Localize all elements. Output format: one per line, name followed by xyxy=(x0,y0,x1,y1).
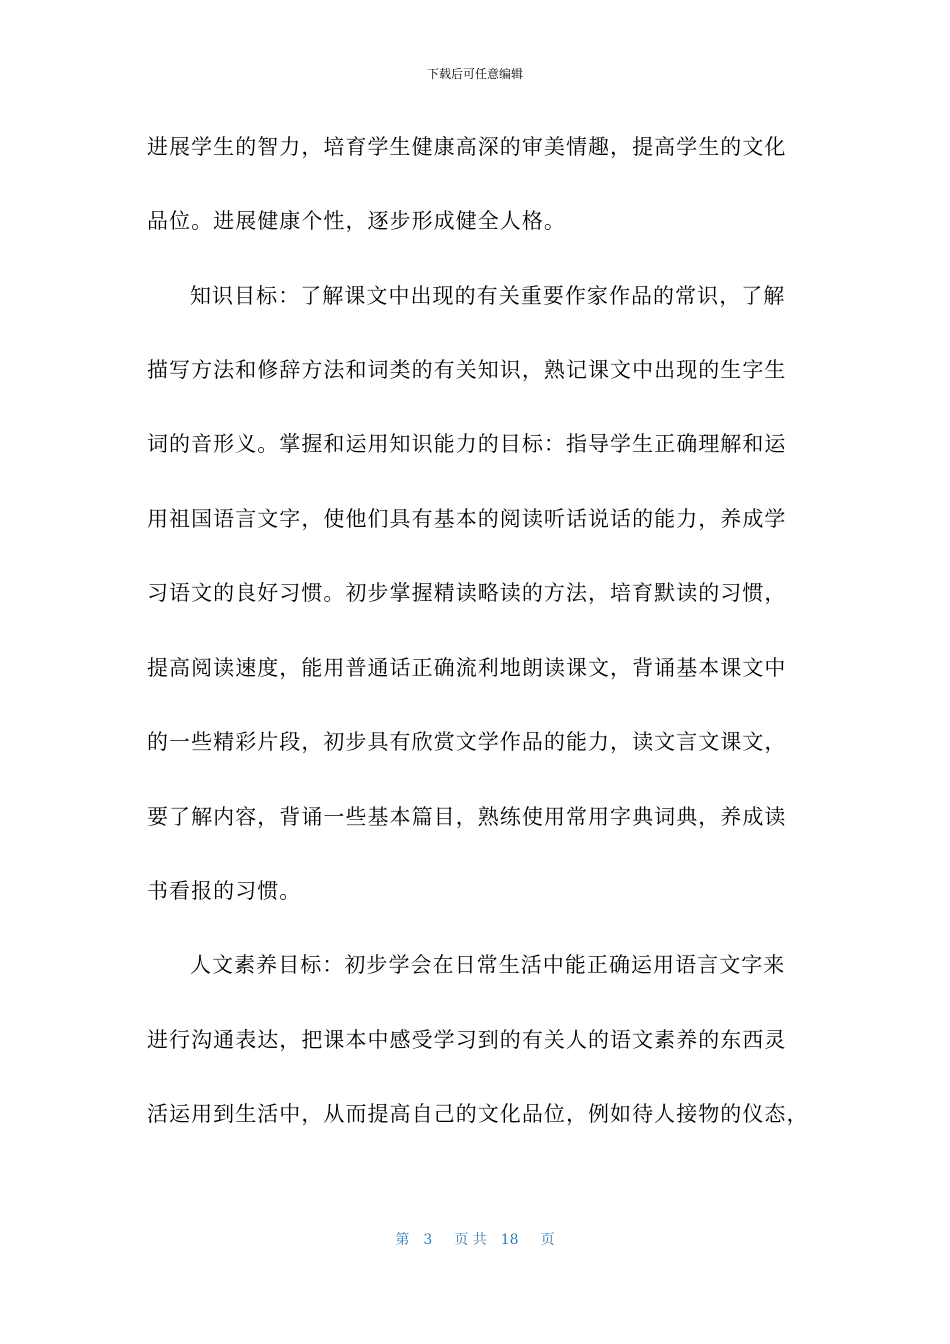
body-line: 的一些精彩片段，初步具有欣赏文学作品的能力，读文言文课文， xyxy=(147,730,787,754)
body-line: 描写方法和修辞方法和词类的有关知识，熟记课文中出现的生字生 xyxy=(147,358,787,382)
body-line: 词的音形义。掌握和运用知识能力的目标：指导学生正确理解和运 xyxy=(147,432,787,456)
body-line: 品位。进展健康个性，逐步形成健全人格。 xyxy=(147,209,566,233)
body-line: 进展学生的智力，培育学生健康高深的审美情趣，提高学生的文化 xyxy=(147,135,787,159)
page-footer xyxy=(0,1230,950,1250)
body-line: 提高阅读速度，能用普通话正确流利地朗读课文，背诵基本课文中 xyxy=(147,656,787,680)
body-line: 书看报的习惯。 xyxy=(147,879,302,903)
body-line: 进行沟通表达，把课本中感受学习到的有关人的语文素养的东西灵 xyxy=(147,1028,787,1052)
footer-middle: 页 共 xyxy=(454,1232,487,1248)
body-line: 要了解内容，背诵一些基本篇目，熟练使用常用字典词典，养成读 xyxy=(147,805,787,829)
footer-prefix: 第 xyxy=(395,1232,410,1248)
body-line: 活运用到生活中，从而提高自己的文化品位，例如待人接物的仪态， xyxy=(147,1102,809,1126)
body-line: 用祖国语言文字，使他们具有基本的阅读听话说话的能力，养成学 xyxy=(147,507,787,531)
footer-suffix: 页 xyxy=(540,1232,555,1248)
footer-total-pages: 18 xyxy=(500,1232,519,1248)
footer-page-number: 3 xyxy=(423,1232,433,1248)
paragraph-first-line: 人文素养目标：初步学会在日常生活中能正确运用语言文字来 xyxy=(190,953,786,977)
page-header: 下载后可任意编辑 xyxy=(426,67,523,81)
body-line: 习语文的良好习惯。初步掌握精读略读的方法，培育默读的习惯， xyxy=(147,581,787,605)
paragraph-first-line: 知识目标：了解课文中出现的有关重要作家作品的常识，了解 xyxy=(190,284,786,308)
